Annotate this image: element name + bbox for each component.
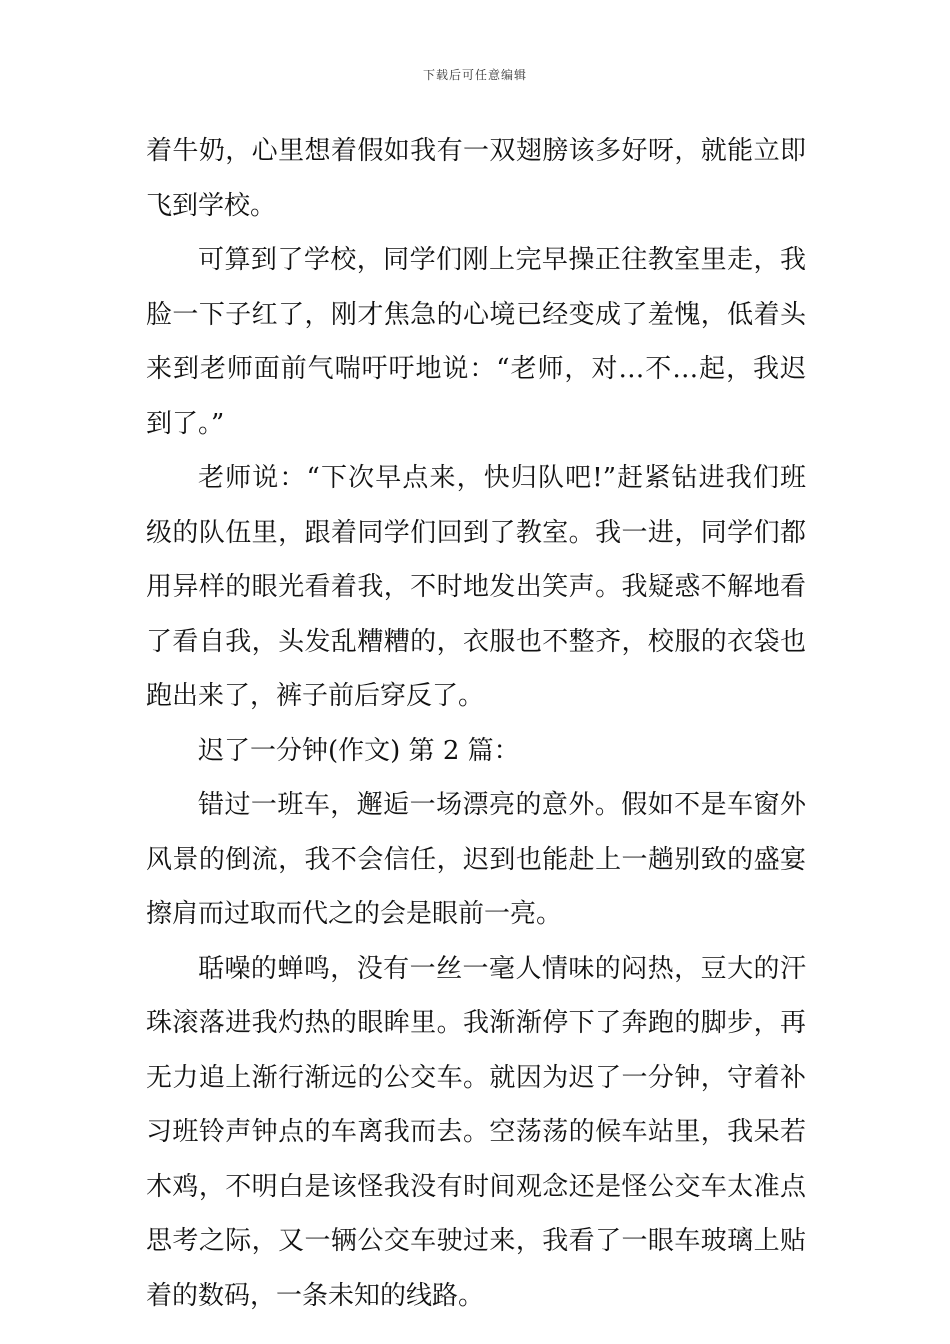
text-line: 木鸡，不明白是该怪我没有时间观念还是怪公交车太准点 <box>146 1171 806 1202</box>
text-line: 老师说：“下次早点来，快归队吧!”赶紧钻进我们班 <box>198 463 806 493</box>
text-line: 思考之际，又一辆公交车驶过来，我看了一眼车玻璃上贴 <box>146 1226 806 1256</box>
page-header: 下载后可任意编辑 <box>422 68 527 82</box>
text-line: 风景的倒流，我不会信任，迟到也能赴上一趟别致的盛宴 <box>146 844 806 875</box>
section-heading: 迟了一分钟(作文) 第 2 篇： <box>198 735 520 766</box>
text-line: 聒噪的蝉鸣，没有一丝一毫人情味的闷热，豆大的汗 <box>198 953 806 984</box>
text-line: 着牛奶，心里想着假如我有一双翅膀该多好呀，就能立即 <box>146 136 806 166</box>
text-line: 了看自我，头发乱糟糟的，衣服也不整齐，校服的衣袋也 <box>146 626 806 657</box>
text-line: 错过一班车，邂逅一场漂亮的意外。假如不是车窗外 <box>198 790 806 820</box>
text-line: 飞到学校。 <box>146 190 277 221</box>
text-line: 用异样的眼光看着我，不时地发出笑声。我疑惑不解地看 <box>146 572 806 602</box>
text-line: 无力追上渐行渐远的公交车。就因为迟了一分钟，守着补 <box>146 1062 806 1093</box>
text-line: 可算到了学校，同学们刚上完早操正往教室里走，我 <box>198 245 806 275</box>
text-line: 擦肩而过取而代之的会是眼前一亮。 <box>146 899 563 929</box>
text-line: 级的队伍里，跟着同学们回到了教室。我一进，同学们都 <box>146 517 806 548</box>
text-line: 跑出来了，裤子前后穿反了。 <box>146 681 485 711</box>
text-line: 着的数码，一条未知的线路。 <box>146 1280 485 1311</box>
text-line: 习班铃声钟点的车离我而去。空荡荡的候车站里，我呆若 <box>146 1117 806 1147</box>
document-body <box>146 124 806 1323</box>
text-line: 来到老师面前气喘吁吁地说：“老师，对…不…起，我迟 <box>146 354 806 384</box>
text-line: 到了。” <box>146 408 225 439</box>
text-line: 脸一下子红了，刚才焦急的心境已经变成了羞愧，低着头 <box>146 299 806 330</box>
text-line: 珠滚落进我灼热的眼眸里。我渐渐停下了奔跑的脚步，再 <box>146 1008 806 1038</box>
